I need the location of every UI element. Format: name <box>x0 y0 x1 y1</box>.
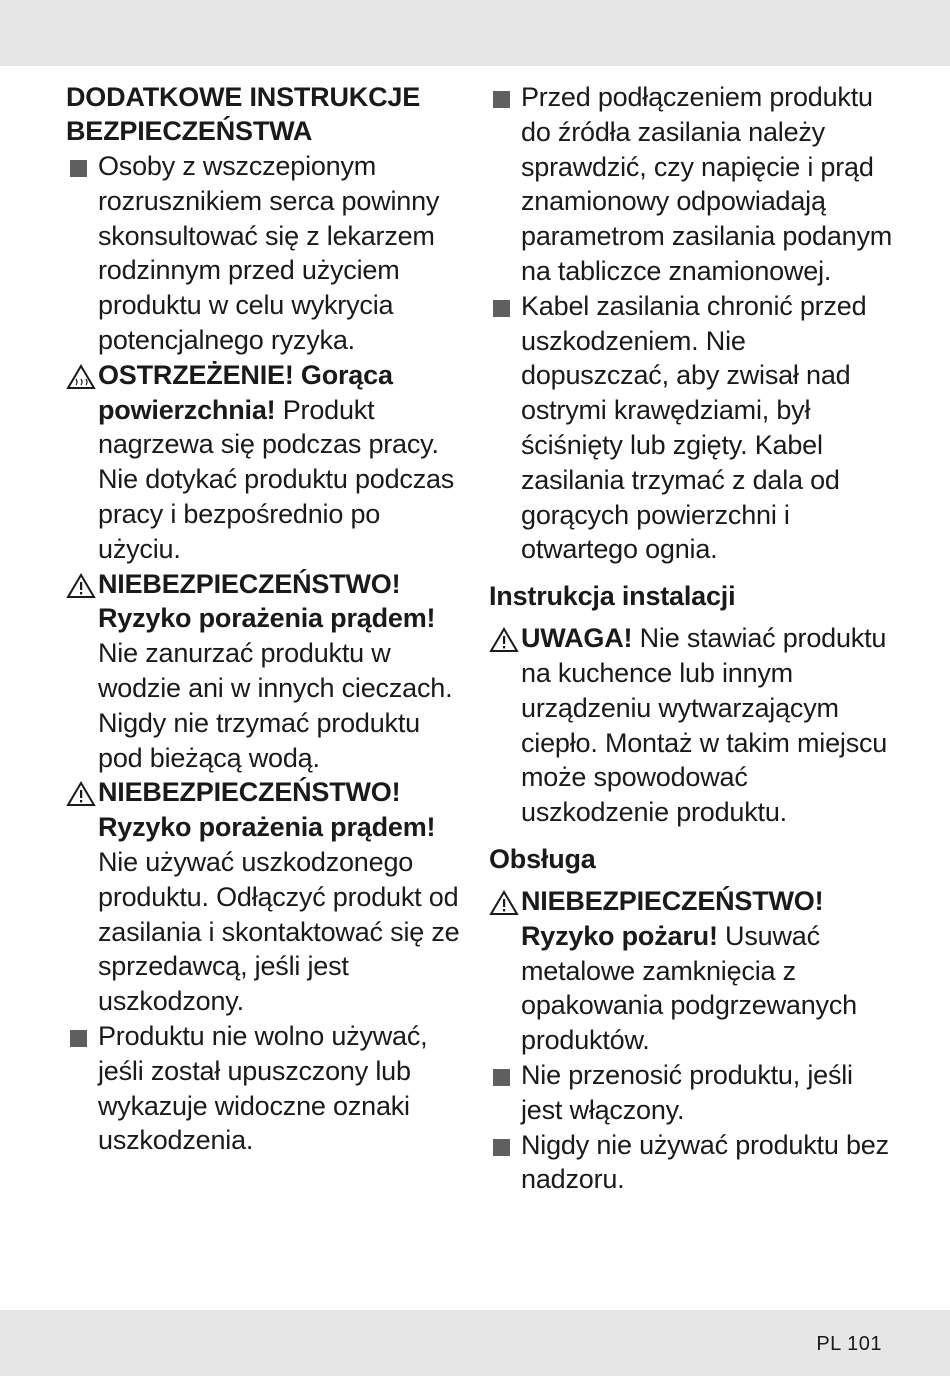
list-item-dropped <box>66 1019 466 1158</box>
top-band <box>0 0 950 66</box>
item-text: Nie przenosić produktu, jeśli jest włączony. <box>521 1059 853 1125</box>
danger-label: NIEBEZPIECZEŃSTWO! Ryzyko porażenia prądem! <box>98 777 436 843</box>
warning-shock-1 <box>66 567 466 776</box>
bullet-square-icon <box>493 1069 510 1086</box>
item-text: Kabel zasilania chronić przed uszkodzeniem. Nie dopuszczać, aby zwisał nad ostrymi krawędziami, był ściśnięty lub zgięty. Kabel zasilania trzymać z dala od gorących powierzchni i otwartego ognia. <box>521 290 867 565</box>
warning-text: Produkt nagrzewa się podczas pracy. Nie dotykać produktu podczas pracy i bezpośrednio po użyciu. <box>98 394 455 564</box>
bullet-square-icon <box>493 91 510 108</box>
caution-text: Nie stawiać produktu na kuchence lub innym urządzeniu wytwarzającym ciepło. Montaż w takim miejscu może spowodować uszkodzenie produktu. <box>521 623 888 828</box>
warning-triangle-icon <box>66 781 96 807</box>
right-column <box>489 80 899 1197</box>
danger-text: Nie zanurzać produktu w wodzie ani w innych cieczach. Nigdy nie trzymać produktu pod bieżącą wodą. <box>98 638 453 773</box>
page-number: PL 101 <box>816 1333 882 1355</box>
item-text: Produktu nie wolno używać, jeśli został upuszczony lub wykazuje widoczne oznaki uszkodzenia. <box>98 1020 428 1156</box>
danger-text: Usuwać metalowe zamknięcia z opakowania podgrzewanych produktów. <box>521 920 857 1056</box>
hot-surface-warning-icon <box>66 364 96 390</box>
bullet-square-icon <box>70 1030 87 1047</box>
caution-label: UWAGA! <box>521 623 633 654</box>
left-column <box>66 80 466 1158</box>
list-item-move <box>489 1058 899 1128</box>
warning-triangle-icon <box>489 627 519 653</box>
bullet-square-icon <box>493 1139 510 1156</box>
bullet-square-icon <box>70 160 87 177</box>
item-text: Nigdy nie używać produktu bez nadzoru. <box>521 1129 889 1195</box>
list-item-unattended <box>489 1128 899 1198</box>
warning-hot-surface <box>66 358 466 567</box>
warning-shock-2 <box>66 775 466 1019</box>
install-heading: Instrukcja instalacji <box>489 581 736 612</box>
section-heading <box>66 80 466 148</box>
caution-install <box>489 621 899 830</box>
list-item-pacemaker <box>66 149 466 358</box>
danger-label: NIEBEZPIECZEŃSTWO! Ryzyko pożaru! <box>521 885 824 951</box>
warning-fire <box>489 884 899 1058</box>
item-text: Przed podłączeniem produktu do źródła zasilania należy sprawdzić, czy napięcie i prąd znamionowy odpowiadają parametrom zasilania podanym na tabliczce znamionowej. <box>521 82 893 286</box>
warning-triangle-icon <box>66 573 96 599</box>
bullet-square-icon <box>493 300 510 317</box>
danger-label: NIEBEZPIECZEŃSTWO! Ryzyko porażenia prądem! <box>98 568 436 634</box>
list-item-voltage <box>489 80 899 289</box>
item-text: Osoby z wszczepionym rozrusznikiem serca powinny skonsultować się z lekarzem rodzinnym przed użyciem produktu w celu wykrycia potencjalnego ryzyka. <box>98 151 440 355</box>
danger-text: Nie używać uszkodzonego produktu. Odłączyć produkt od zasilania i skontaktować się ze sprzedawcą, jeśli jest uszkodzony. <box>98 846 460 1017</box>
heading-line-1: DODATKOWE INSTRUKCJE <box>66 82 421 112</box>
warning-triangle-icon <box>489 890 519 916</box>
heading-line-2: BEZPIECZEŃSTWA <box>66 116 313 146</box>
bottom-band <box>0 1310 950 1376</box>
operation-heading: Obsługa <box>489 843 596 874</box>
warning-label: OSTRZEŻENIE! Gorąca powierzchnia! <box>98 359 393 425</box>
list-item-cable <box>489 289 899 567</box>
